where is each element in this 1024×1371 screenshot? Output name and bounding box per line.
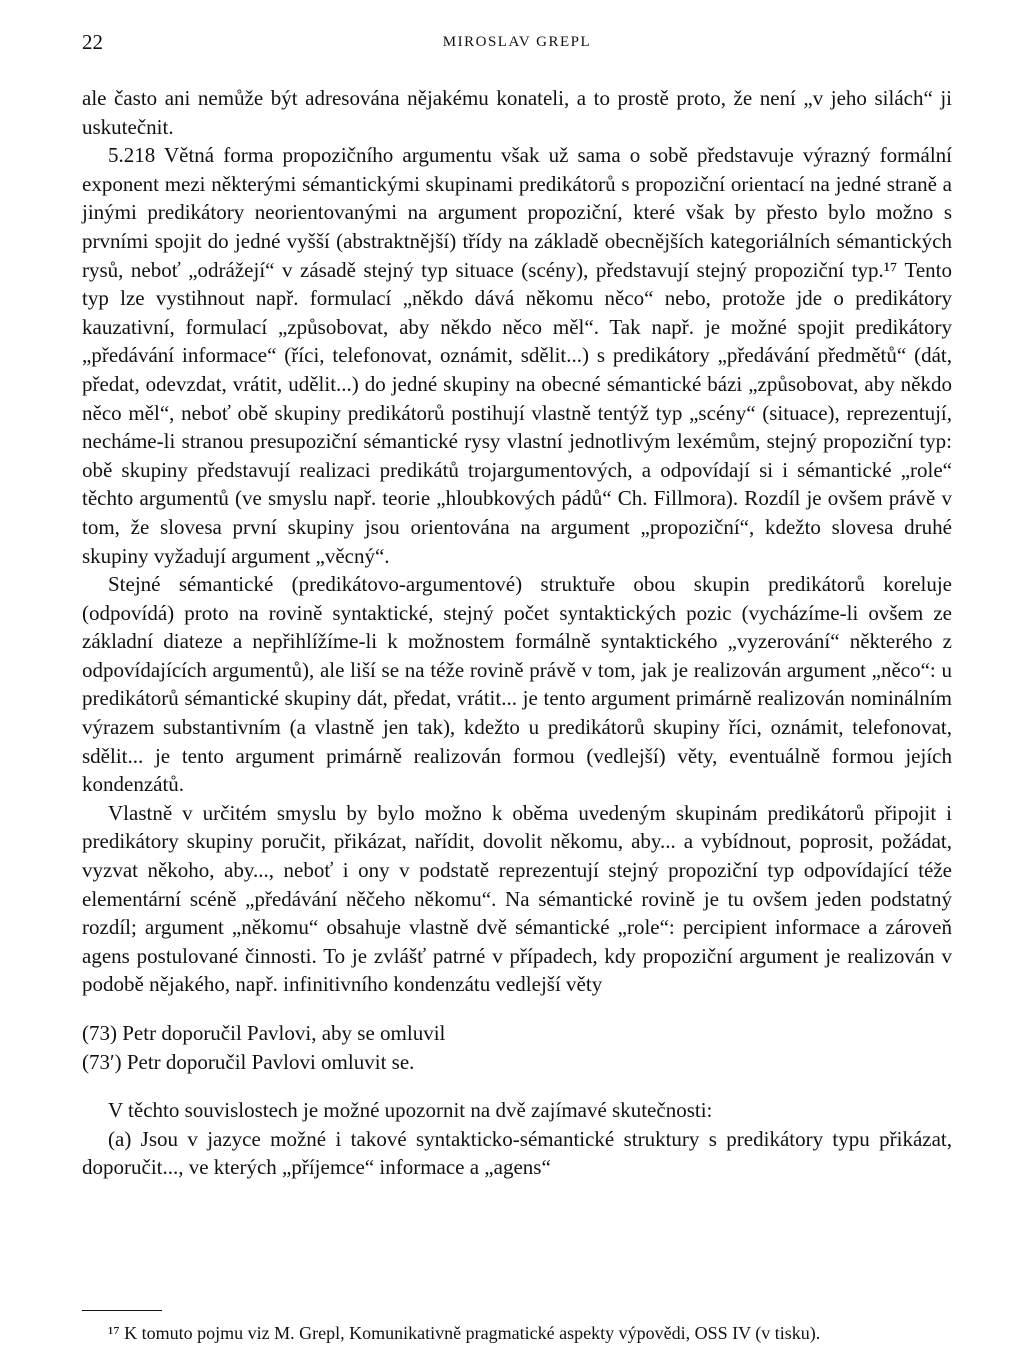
paragraph-vlastne: Vlastně v určitém smyslu by bylo možno k oběma uvedeným skupinám predikátorů připojit i predikátory skupiny poručit, přikázat, nařídit, dovolit někomu, aby... a vybídnout, poprosit, požádat, vyzvat někoho, aby..., neboť i ony v podstatě reprezentují stejný propoziční typ odpovídající téže elementární scéně „předávání něčeho někomu“. Na sémantické rovině je tu ovšem jeden podstatný rozdíl; argument „někomu“ obsahuje vlastně dvě sémantické „role“: percipient informace a zároveň agens postulované činnosti. To je zvlášť patrné v případech, kdy propoziční argument je realizován v podobě nějakého, např. infinitivního kondenzátu vedlejší věty [82,800,952,997]
paragraph-stejne-semanticke: Stejné sémantické (predikátovo-argumentové) struktuře obou skupin predikátorů koreluje (odpovídá) proto na rovině syntaktické, stejný počet syntaktických pozic (vycházíme-li ovšem ze základní diateze a nepřihlížíme-li k možnostem formálně syntaktického „vyzerování“ některého z odpovídajících argumentů), ale liší se na téže rovině právě v tom, jak je realizován argument „něco“: u predikátorů sémantické skupiny dát, předat, vrátit... je tento argument primárně realizován nominálním výrazem substantivním (a vlastně jen tak), kdežto u predikátorů skupiny říci, oznámit, telefonovat, sdělit... je tento argument primárně realizován formou (vedlejší) věty, eventuálně formou jejích kondenzátů. [82,572,952,797]
page-header [82,30,952,60]
example-73-prime: (73′) Petr doporučil Pavlovi omluvit se. [82,1049,415,1074]
closing-item-a: (a) Jsou v jazyce možné i takové syntakticko-sémantické struktury s predikátory typu přikázat, doporučit..., ve kterých „příjemce“ informace a „agens“ [82,1126,952,1180]
page-body [82,84,952,1182]
footnote-rule [82,1310,162,1311]
footnote-17: ¹⁷ K tomuto pojmu viz M. Grepl, Komunikativně pragmatické aspekty výpovědi, OSS IV (v tisku). [108,1323,821,1343]
example-73: (73) Petr doporučil Pavlovi, aby se omluvil [82,1021,446,1045]
running-head: MIROSLAV GREPL [442,34,592,50]
footnote [82,1322,952,1344]
paragraph-continuation: ale často ani nemůže být adresována nějakému konateli, a to prostě proto, že není „v jeho silách“ ji uskutečnit. [82,86,952,139]
paragraph-5-218: 5.218 Větná forma propozičního argumentu však už sama o sobě představuje výrazný formální exponent mezi některými sémantickými skupinami predikátorů s propoziční orientací na jedné straně a jinými predikátory neorientovanými na argument propoziční, které však by přesto bylo možno s prvními spojit do jedné vyšší (abstraktnější) třídy na základě obecnějších kategoriálních sémantických rysů, neboť „odrážejí“ v zásadě stejný typ situace (scény), představují stejný propoziční typ.¹⁷ Tento typ lze vystihnout např. formulací „někdo dává někomu něco“ nebo, protože jde o predikátory kauzativní, formulací „způsobovat, aby někdo něco měl“. Tak např. je možné spojit predikátory „předávání informace“ (říci, telefonovat, oznámit, sdělit...) s predikátory „předávání předmětů“ (dát, předat, odevzdat, vrátit, udělit...) do jedné skupiny na obecné sémantické bázi „způsobovat, aby někdo něco měl“, neboť obě skupiny predikátorů postihují vlastně tentýž typ „scény“ (situace), reprezentují, necháme-li stranou presupoziční sémantické rysy vlastní jednotlivým lexémům, stejný propoziční typ: obě skupiny představují realizaci predikátů trojargumentových, a odpovídají si i sémantické „role“ těchto argumentů (ve smyslu např. teorie „hloubkových pádů“ Ch. Fillmora). Rozdíl je ovšem právě v tom, že slovesa první skupiny jsou orientována na argument „propoziční“, kdežto slovesa druhé skupiny vyžadují argument „věcný“. [82,143,952,568]
page-number: 22 [82,30,103,54]
closing-paragraph: V těchto souvislostech je možné upozornit na dvě zajímavé skutečnosti: [108,1098,713,1123]
